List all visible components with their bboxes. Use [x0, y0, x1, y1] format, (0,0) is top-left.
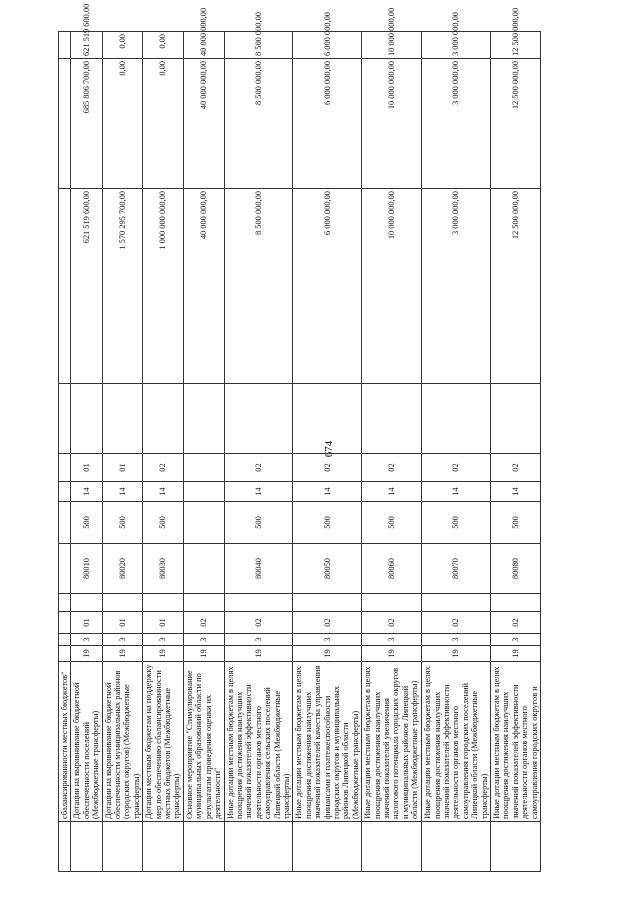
cell-c3: 02	[422, 612, 491, 634]
table-row	[102, 32, 143, 872]
cell-c5: 500	[362, 502, 422, 544]
cell-c7: 02	[293, 454, 362, 482]
blank-cell	[59, 502, 71, 544]
cell-v3: 3 000 000,00	[422, 32, 491, 59]
blank-cell	[143, 384, 184, 454]
blank-cell	[422, 384, 491, 454]
blank-cell	[362, 384, 422, 454]
cell-c5: 500	[491, 502, 541, 544]
cell-v1: 1 570 295 700,00	[102, 189, 143, 384]
cell-c5: 500	[143, 502, 184, 544]
cell-c7: 02	[422, 454, 491, 482]
cell-v2: 8 500 000,00	[224, 59, 293, 189]
cell-c1: 19	[422, 646, 491, 662]
cell-c5: 500	[224, 502, 293, 544]
cell-c3: 02	[224, 612, 293, 634]
header-name-cell: сбалансированности местных бюджетов"	[59, 662, 71, 822]
blank-cell	[224, 594, 293, 612]
cell-c5: 500	[422, 502, 491, 544]
blank-cell	[422, 822, 491, 872]
blank-cell	[491, 822, 541, 872]
cell-c3: 01	[71, 612, 102, 634]
cell-v2: 685 806 700,00	[71, 59, 102, 189]
cell-c2: 3	[102, 634, 143, 646]
cell-v2: 6 000 000,00	[293, 59, 362, 189]
cell-c6: 14	[102, 482, 143, 502]
cell-c2: 3	[183, 634, 224, 646]
cell-c2: 3	[491, 634, 541, 646]
cell-c7: 01	[102, 454, 143, 482]
blank-cell	[59, 189, 71, 384]
cell-name: Иные дотации местным бюджетам в целях поощрения достижения наилучших значений показателей эффективности деятельности органов местного самоуправления городских поселений Липецкой области (Межбюджетные трансферты)	[422, 662, 491, 822]
blank-cell	[102, 822, 143, 872]
blank-cell	[71, 594, 102, 612]
cell-v3: 0,00	[102, 32, 143, 59]
page-number-text: 674	[323, 440, 335, 458]
cell-c4: 80070	[422, 544, 491, 594]
blank-cell	[59, 646, 71, 662]
blank-cell	[59, 594, 71, 612]
cell-v3: 40 000 000,00	[183, 32, 224, 59]
blank-cell	[59, 384, 71, 454]
table-row	[293, 32, 362, 872]
cell-c3: 01	[143, 612, 184, 634]
cell-v3: 621 519 600,00	[71, 32, 102, 59]
blank-cell	[422, 594, 491, 612]
cell-v1: 10 000 000,00	[362, 189, 422, 384]
cell-c7	[183, 454, 224, 482]
table-row	[362, 32, 422, 872]
blank-cell	[59, 482, 71, 502]
cell-c5: 500	[293, 502, 362, 544]
cell-c2: 3	[293, 634, 362, 646]
cell-c1: 19	[293, 646, 362, 662]
table-row	[183, 32, 224, 872]
cell-c2: 3	[143, 634, 184, 646]
blank-cell	[293, 594, 362, 612]
cell-c6: 14	[491, 482, 541, 502]
blank-cell	[224, 384, 293, 454]
cell-c1: 19	[71, 646, 102, 662]
blank-cell	[293, 384, 362, 454]
cell-c4: 80020	[102, 544, 143, 594]
cell-v2: 0,00	[143, 59, 184, 189]
cell-c7: 02	[362, 454, 422, 482]
cell-c4: 80040	[224, 544, 293, 594]
cell-c6: 14	[422, 482, 491, 502]
cell-c6: 14	[362, 482, 422, 502]
cell-c6: 14	[71, 482, 102, 502]
blank-cell	[293, 822, 362, 872]
table-row	[491, 32, 541, 872]
cell-name: Основное мероприятие "Стимулирование муниципальных образований области по результатам проведения оценки их деятельности"	[183, 662, 224, 822]
blank-cell	[59, 32, 71, 59]
cell-v1: 8 500 000,00	[224, 189, 293, 384]
blank-cell	[102, 594, 143, 612]
cell-c4	[183, 544, 224, 594]
table-row	[422, 32, 491, 872]
cell-v2: 0,00	[102, 59, 143, 189]
cell-v3: 8 500 000,00	[224, 32, 293, 59]
blank-cell	[71, 384, 102, 454]
blank-cell	[59, 59, 71, 189]
blank-cell	[59, 634, 71, 646]
blank-cell	[491, 384, 541, 454]
blank-cell	[143, 594, 184, 612]
cell-v2: 40 000 000,00	[183, 59, 224, 189]
cell-name: Иные дотации местным бюджетам в целях поощрения достижения наилучших значений показателей эффективности деятельности органов местного самоуправления городских округов и	[491, 662, 541, 822]
blank-cell	[183, 384, 224, 454]
cell-c5	[183, 502, 224, 544]
cell-c2: 3	[362, 634, 422, 646]
cell-c3: 02	[183, 612, 224, 634]
cell-c4: 80060	[362, 544, 422, 594]
cell-c2: 3	[422, 634, 491, 646]
blank-cell	[71, 822, 102, 872]
cell-c1: 19	[491, 646, 541, 662]
cell-c3: 02	[293, 612, 362, 634]
cell-c3: 01	[102, 612, 143, 634]
cell-v1: 1 000 000 000,00	[143, 189, 184, 384]
cell-v1: 40 000 000,00	[183, 189, 224, 384]
cell-c1: 19	[224, 646, 293, 662]
blank-cell	[143, 822, 184, 872]
cell-v2: 3 000 000,00	[422, 59, 491, 189]
blank-cell	[491, 594, 541, 612]
cell-c6: 14	[143, 482, 184, 502]
blank-cell	[224, 822, 293, 872]
cell-c1: 19	[143, 646, 184, 662]
cell-v2: 12 500 000,00	[491, 59, 541, 189]
budget-table	[58, 3, 541, 872]
cell-v3: 0,00	[143, 32, 184, 59]
cell-c4: 80050	[293, 544, 362, 594]
cell-c5: 500	[71, 502, 102, 544]
cell-name: Иные дотации местным бюджетам в целях поощрения достижения наилучших значений показателей эффективности деятельности органов местного самоуправления сельских поселений Липецкой области (Межбюджетные трансферты)	[224, 662, 293, 822]
cell-c3: 02	[491, 612, 541, 634]
cell-v1: 621 519 600,00	[71, 189, 102, 384]
cell-v2: 10 000 000,00	[362, 59, 422, 189]
cell-c1: 19	[102, 646, 143, 662]
cell-c2: 3	[224, 634, 293, 646]
table-header-row	[59, 32, 71, 872]
cell-c4: 80030	[143, 544, 184, 594]
cell-c6: 14	[293, 482, 362, 502]
cell-v3: 12 500 000,00	[491, 32, 541, 59]
cell-c7: 01	[71, 454, 102, 482]
blank-cell	[59, 612, 71, 634]
blank-cell	[59, 544, 71, 594]
cell-name: Иные дотации местным бюджетам в целях поощрения достижения наилучших значений показателей качества управления финансами и платежеспособности городских округов и муниципальных районов Липецкой области (Межбюджетные трансферты)	[293, 662, 362, 822]
cell-c2: 3	[71, 634, 102, 646]
cell-c4: 80080	[491, 544, 541, 594]
budget-table-rotated	[58, 3, 539, 872]
cell-c7: 02	[143, 454, 184, 482]
cell-c1: 19	[362, 646, 422, 662]
blank-cell	[362, 594, 422, 612]
table-row	[143, 32, 184, 872]
blank-cell	[59, 822, 71, 872]
cell-c5: 500	[102, 502, 143, 544]
blank-cell	[362, 822, 422, 872]
cell-c6	[183, 482, 224, 502]
table-row	[224, 32, 293, 872]
blank-cell	[102, 384, 143, 454]
blank-cell	[59, 454, 71, 482]
cell-c7: 02	[224, 454, 293, 482]
cell-v3: 6 000 000,00	[293, 32, 362, 59]
cell-c1: 19	[183, 646, 224, 662]
cell-name: Дотации на выравнивание бюджетной обеспеченности муниципальных районов (городских округов) (Межбюджетные трансферты)	[102, 662, 143, 822]
cell-v1: 6 000 000,00	[293, 189, 362, 384]
cell-c6: 14	[224, 482, 293, 502]
cell-c7: 02	[491, 454, 541, 482]
cell-c3: 02	[362, 612, 422, 634]
cell-v1: 12 500 000,00	[491, 189, 541, 384]
cell-v1: 3 000 000,00	[422, 189, 491, 384]
blank-cell	[183, 822, 224, 872]
table-row	[71, 32, 102, 872]
cell-name: Дотации на выравнивание бюджетной обеспеченности поселений (Межбюджетные трансферты)	[71, 662, 102, 822]
cell-name: Дотации местным бюджетам на поддержку мер по обеспечению сбалансированности местных бюджетов (Межбюджетные трансферты)	[143, 662, 184, 822]
blank-cell	[183, 594, 224, 612]
cell-v3: 10 000 000,00	[362, 32, 422, 59]
cell-name: Иные дотации местным бюджетам в целях поощрения достижения наилучших значений показателей увеличения налогового потенциала городских округов и муниципальных районов Липецкой области (Межбюджетные трансферты)	[362, 662, 422, 822]
cell-c4: 80010	[71, 544, 102, 594]
